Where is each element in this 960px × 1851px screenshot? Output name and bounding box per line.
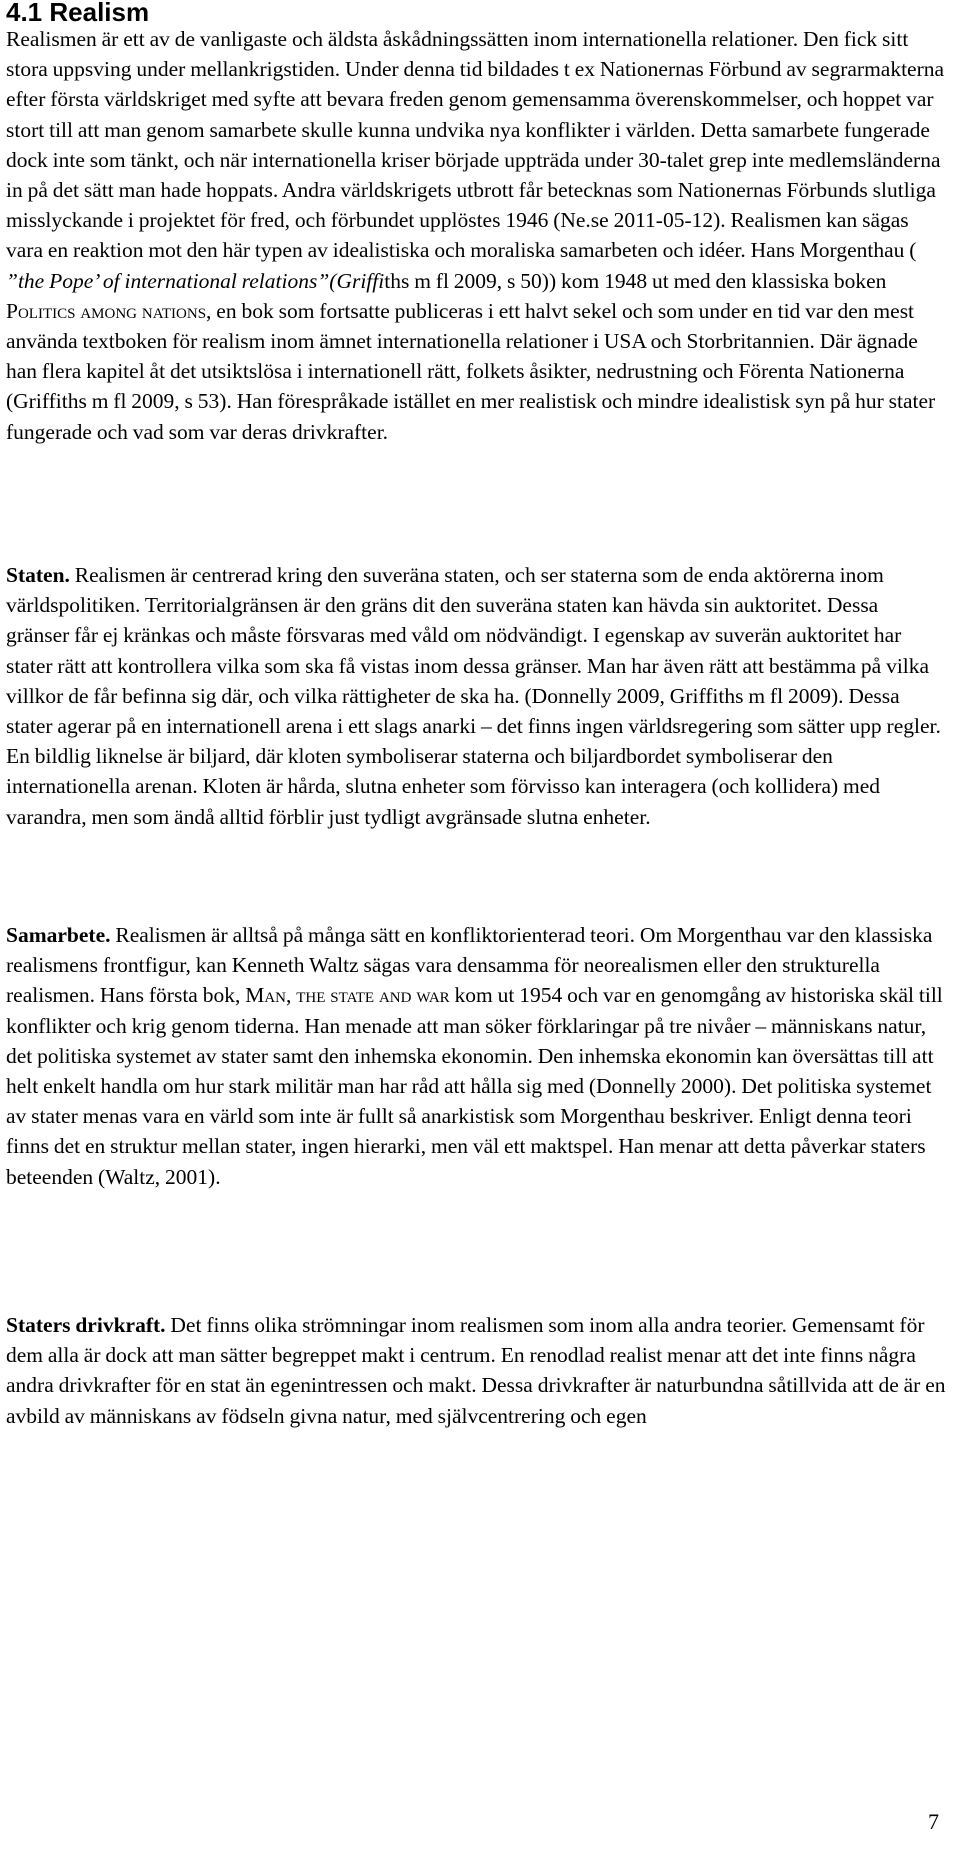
paragraph-staters-drivkraft: [6, 1310, 946, 1431]
intro-text-a: Realismen är ett av de vanligaste och äldsta åskådningssätten inom internationella relationer. Den fick sitt stora uppsving under mellankrigstiden. Under denna tid bildades t ex Nationernas Förbund av segrarmakterna efter första världskriget med syfte att bevara freden genom gemensamma överenskommelser, och hoppet var stort till att man genom samarbete skulle kunna undvika nya konflikter i världen. Detta samarbete fungerade dock inte som tänkt, och när internationella kriser började uppträda under 30-talet grep inte medlemsländerna in på det sätt man hade hoppats. Andra världskrigets utbrott får betecknas som Nationernas Förbunds slutliga misslyckande i projektet för fred, och förbundet upplöstes 1946 (Ne.se 2011-05-12). Realismen kan sägas vara en reaktion mot den här typen av idealistiska och moraliska samarbeten och idéer. Hans Morgenthau (: [6, 27, 945, 263]
book-title-man-the-state-and-war: Man, the state and war: [245, 983, 450, 1008]
staten-text: Realismen är centrerad kring den suveräna staten, och ser staterna som de enda aktörerna inom världspolitiken. Territorialgränsen är den gräns dit den suveräna staten kan hävda sin auktoritet. Dessa gränser får ej kränkas och måste försvaras med våld om nödvändigt. I egenskap av suverän auktoritet har stater rätt att kontrollera vilka som ska få vistas inom dessa gränser. Man har även rätt att bestämma på vilka villkor de får befinna sig där, och vilka rättigheter de ska ha. (Donnelly 2009, Griffiths m fl 2009). Dessa stater agerar på en internationell arena i ett slags anarki – det finns ingen världsregering som sätter upp regler. En bildlig liknelse är biljard, där kloten symboliserar staterna och biljardbordet symboliserar den internationella arenan. Kloten är hårda, slutna enheter som förvisso kan interagera (och kollidera) med varandra, men som ändå alltid förblir just tydligt avgränsade slutna enheter.: [6, 563, 941, 829]
page-number: 7: [928, 1809, 939, 1834]
intro-quote-pope: ”the Pope’ of international relations”(Griffi: [6, 268, 385, 293]
section-heading: 4.1 Realism: [6, 0, 150, 27]
intro-text-c: ths m fl 2009, s 50)) kom 1948 ut med den klassiska boken: [384, 268, 887, 293]
paragraph-staten: [6, 560, 946, 832]
book-title-politics-among-nations: Politics among nations: [6, 298, 207, 323]
drivkraft-text: Det finns olika strömningar inom realismen som inom alla andra teorier. Gemensamt för dem alla är dock att man sätter begreppet makt i centrum. En renodlad realist menar att det inte finns några andra drivkrafter för en stat än egenintressen och makt. Dessa drivkrafter är naturbundna såtillvida att de är en avbild av människans av födseln givna natur, med självcentrering och egen: [6, 1313, 946, 1428]
paragraph-title-staters-drivkraft: Staters drivkraft.: [6, 1313, 166, 1337]
paragraph-intro: [6, 24, 946, 447]
paragraph-samarbete: [6, 920, 946, 1192]
paragraph-title-staten: Staten.: [6, 563, 70, 587]
samarbete-text-a: Realismen är alltså på många sätt en konfliktorienterad teori. Om Morgenthau var den klassiska realismens frontfigur, kan Kenneth Waltz sägas vara densamma för neorealismen eller den strukturella realismen. Hans första bok,: [6, 923, 933, 1008]
intro-text-e: , en bok som fortsatte publiceras i ett halvt sekel och som under en tid var den mest använda textboken för realism inom ämnet internationella relationer i USA och Storbritannien. Där ägnade han flera kapitel åt det utsiktslösa i internationell rätt, folkets åsikter, nedrustning och Förenta Nationerna (Griffiths m fl 2009, s 53). Han förespråkade istället en mer realistisk och mindre idealistisk syn på hur stater fungerade och vad som var deras drivkrafter.: [6, 298, 936, 444]
samarbete-text-b: kom ut 1954 och var en genomgång av historiska skäl till konflikter och krig genom tiderna. Han menade att man söker förklaringar på tre nivåer – människans natur, det politiska systemet av stater samt den inhemska ekonomin. Den inhemska ekonomin kan översättas till att helt enkelt handla om hur stark militär man har råd att hålla sig med (Donnelly 2000). Det politiska systemet av stater menas vara en värld som inte är fullt så anarkistisk som Morgenthau beskriver. Enligt denna teori finns det en struktur mellan stater, ingen hierarki, men väl ett maktspel. Han menar att detta påverkar staters beteenden (Waltz, 2001).: [6, 983, 943, 1189]
paragraph-title-samarbete: Samarbete.: [6, 923, 111, 947]
